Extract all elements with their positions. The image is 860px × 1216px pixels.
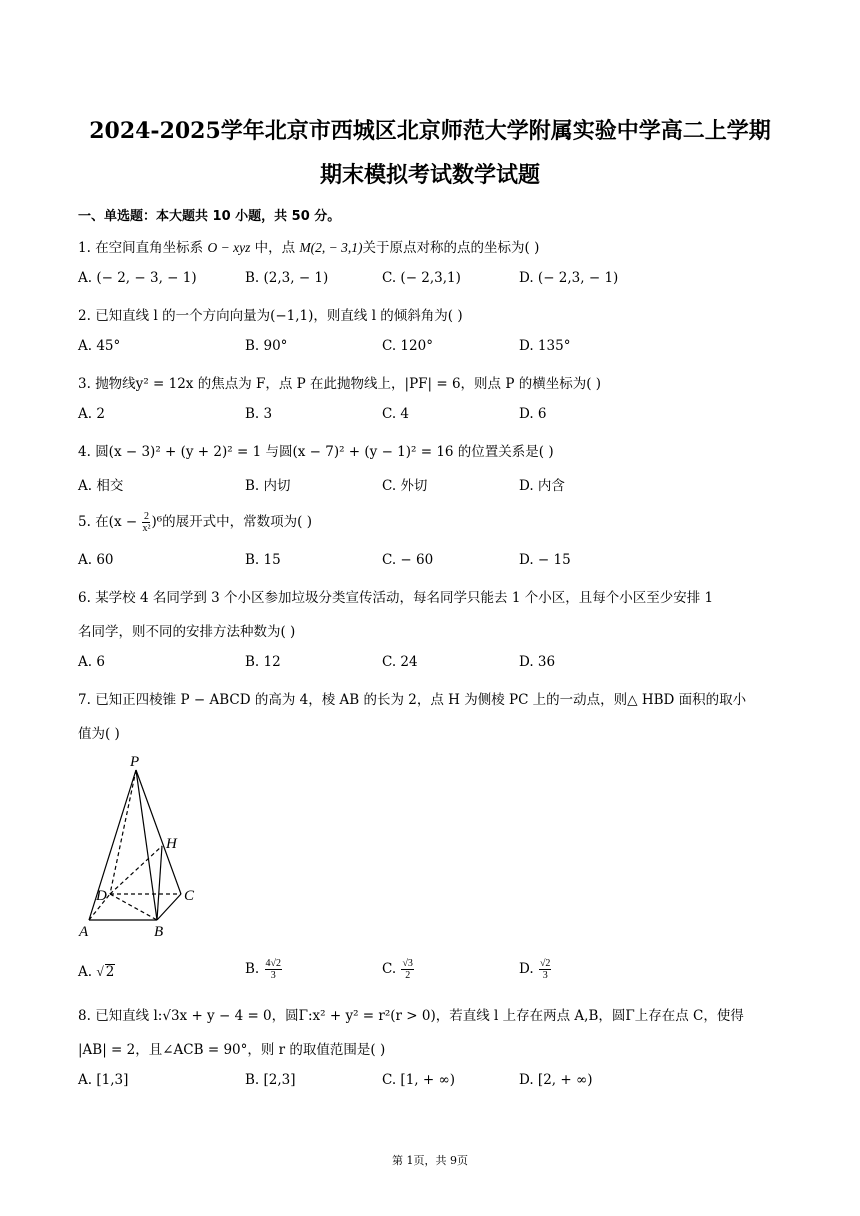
question-7-line1: 7. 已知正四棱锥 P − ABCD 的高为 4，棱 AB 的长为 2，点 H 为侧棱 PC 上的一动点，则△ HBD 面积的取小	[78, 692, 747, 708]
vertex-label-p: P	[130, 754, 140, 770]
vertex-label-d: D	[96, 888, 107, 904]
vertex-label-a: A	[79, 924, 89, 940]
exam-title-line1: 2024-2025学年北京市西城区北京师范大学附属实验中学高二上学期	[89, 118, 771, 144]
question-1: 1. 在空间直角坐标系 O − xyz 中，点 M(2, − 3,1)关于原点对称的点的坐标为( )	[78, 240, 540, 256]
question-3: 3. 抛物线y² = 12x 的焦点为 F，点 P 在此抛物线上，|PF| = 6，则点 P 的横坐标为( )	[78, 376, 602, 392]
question-4: 4. 圆(x − 3)² + (y + 2)² = 1 与圆(x − 7)² + (y − 1)² = 16 的位置关系是( )	[78, 444, 554, 460]
q2-option-c: C. 120°	[382, 338, 433, 354]
q5-option-b: B. 15	[245, 552, 281, 568]
fraction: $\frac{2}{\text{x²}}$	[142, 511, 151, 534]
q8-option-b: B. [2,3]	[245, 1072, 296, 1088]
question-8-line1: 8. 已知直线 l:√3x + y − 4 = 0，圆Γ:x² + y² = r²(r > 0)，若直线 l 上存在两点 A,B，圆Γ上存在点 C，使得	[78, 1008, 744, 1024]
q5-option-c: C. − 60	[382, 552, 434, 568]
question-8-line2: |AB| = 2，且∠ACB = 90°，则 r 的取值范围是( )	[78, 1042, 386, 1058]
question-6-line2: 名同学，则不同的安排方法种数为( )	[78, 624, 296, 640]
q8-option-c: C. [1, + ∞)	[382, 1072, 455, 1088]
vertex-label-h: H	[166, 836, 177, 852]
q3-option-a: A. 2	[78, 406, 105, 422]
q3-option-b: B. 3	[245, 406, 273, 422]
page-footer: 第 1页，共 9页	[392, 1154, 468, 1167]
section-heading: 一、单选题：本大题共 10 小题，共 50 分。	[78, 209, 341, 224]
q7-option-d: D. $\frac{√2}{3}$	[519, 958, 551, 981]
q8-option-a: A. [1,3]	[78, 1072, 129, 1088]
q3-option-d: D. 6	[519, 406, 547, 422]
vertex-label-c: C	[184, 888, 195, 904]
q4-option-a: A. 相交	[78, 478, 124, 494]
q7-option-a: A. √ 2	[78, 964, 115, 980]
question-5: 5. 在(x − $\frac{2}{\text{x²}}$ )⁶的展开式中，常数项为( )	[78, 511, 312, 534]
q1-option-a: A. (− 2, − 3, − 1)	[78, 270, 197, 286]
q2-option-b: B. 90°	[245, 338, 288, 354]
q5-option-d: D. − 15	[519, 552, 571, 568]
q5-option-a: A. 60	[78, 552, 114, 568]
exam-title-line2: 期末模拟考试数学试题	[319, 162, 540, 188]
q1-option-c: C. (− 2,3,1)	[382, 270, 461, 286]
q2-option-d: D. 135°	[519, 338, 571, 354]
q7-option-b: B. $\frac{4√2}{3}$	[245, 958, 282, 981]
question-7-line2: 值为( )	[78, 726, 120, 742]
question-6-line1: 6. 某学校 4 名同学到 3 个小区参加垃圾分类宣传活动，每名同学只能去 1 个小区，且每个小区至少安排 1	[78, 590, 714, 606]
q4-option-b: B. 内切	[245, 478, 291, 494]
q7-option-c: C. $\frac{√3}{2}$	[382, 958, 413, 981]
q2-option-a: A. 45°	[78, 338, 121, 354]
q3-option-c: C. 4	[382, 406, 410, 422]
q6-option-d: D. 36	[519, 654, 556, 670]
q6-option-c: C. 24	[382, 654, 418, 670]
q4-option-d: D. 内含	[519, 478, 565, 494]
q1-option-b: B. (2,3, − 1)	[245, 270, 329, 286]
pyramid-figure	[72, 752, 212, 942]
q1-option-d: D. (− 2,3, − 1)	[519, 270, 619, 286]
q6-option-b: B. 12	[245, 654, 281, 670]
q4-option-c: C. 外切	[382, 478, 428, 494]
vertex-label-b: B	[154, 924, 164, 940]
q8-option-d: D. [2, + ∞)	[519, 1072, 593, 1088]
q6-option-a: A. 6	[78, 654, 105, 670]
question-2: 2. 已知直线 l 的一个方向向量为(−1,1)，则直线 l 的倾斜角为( )	[78, 308, 463, 324]
